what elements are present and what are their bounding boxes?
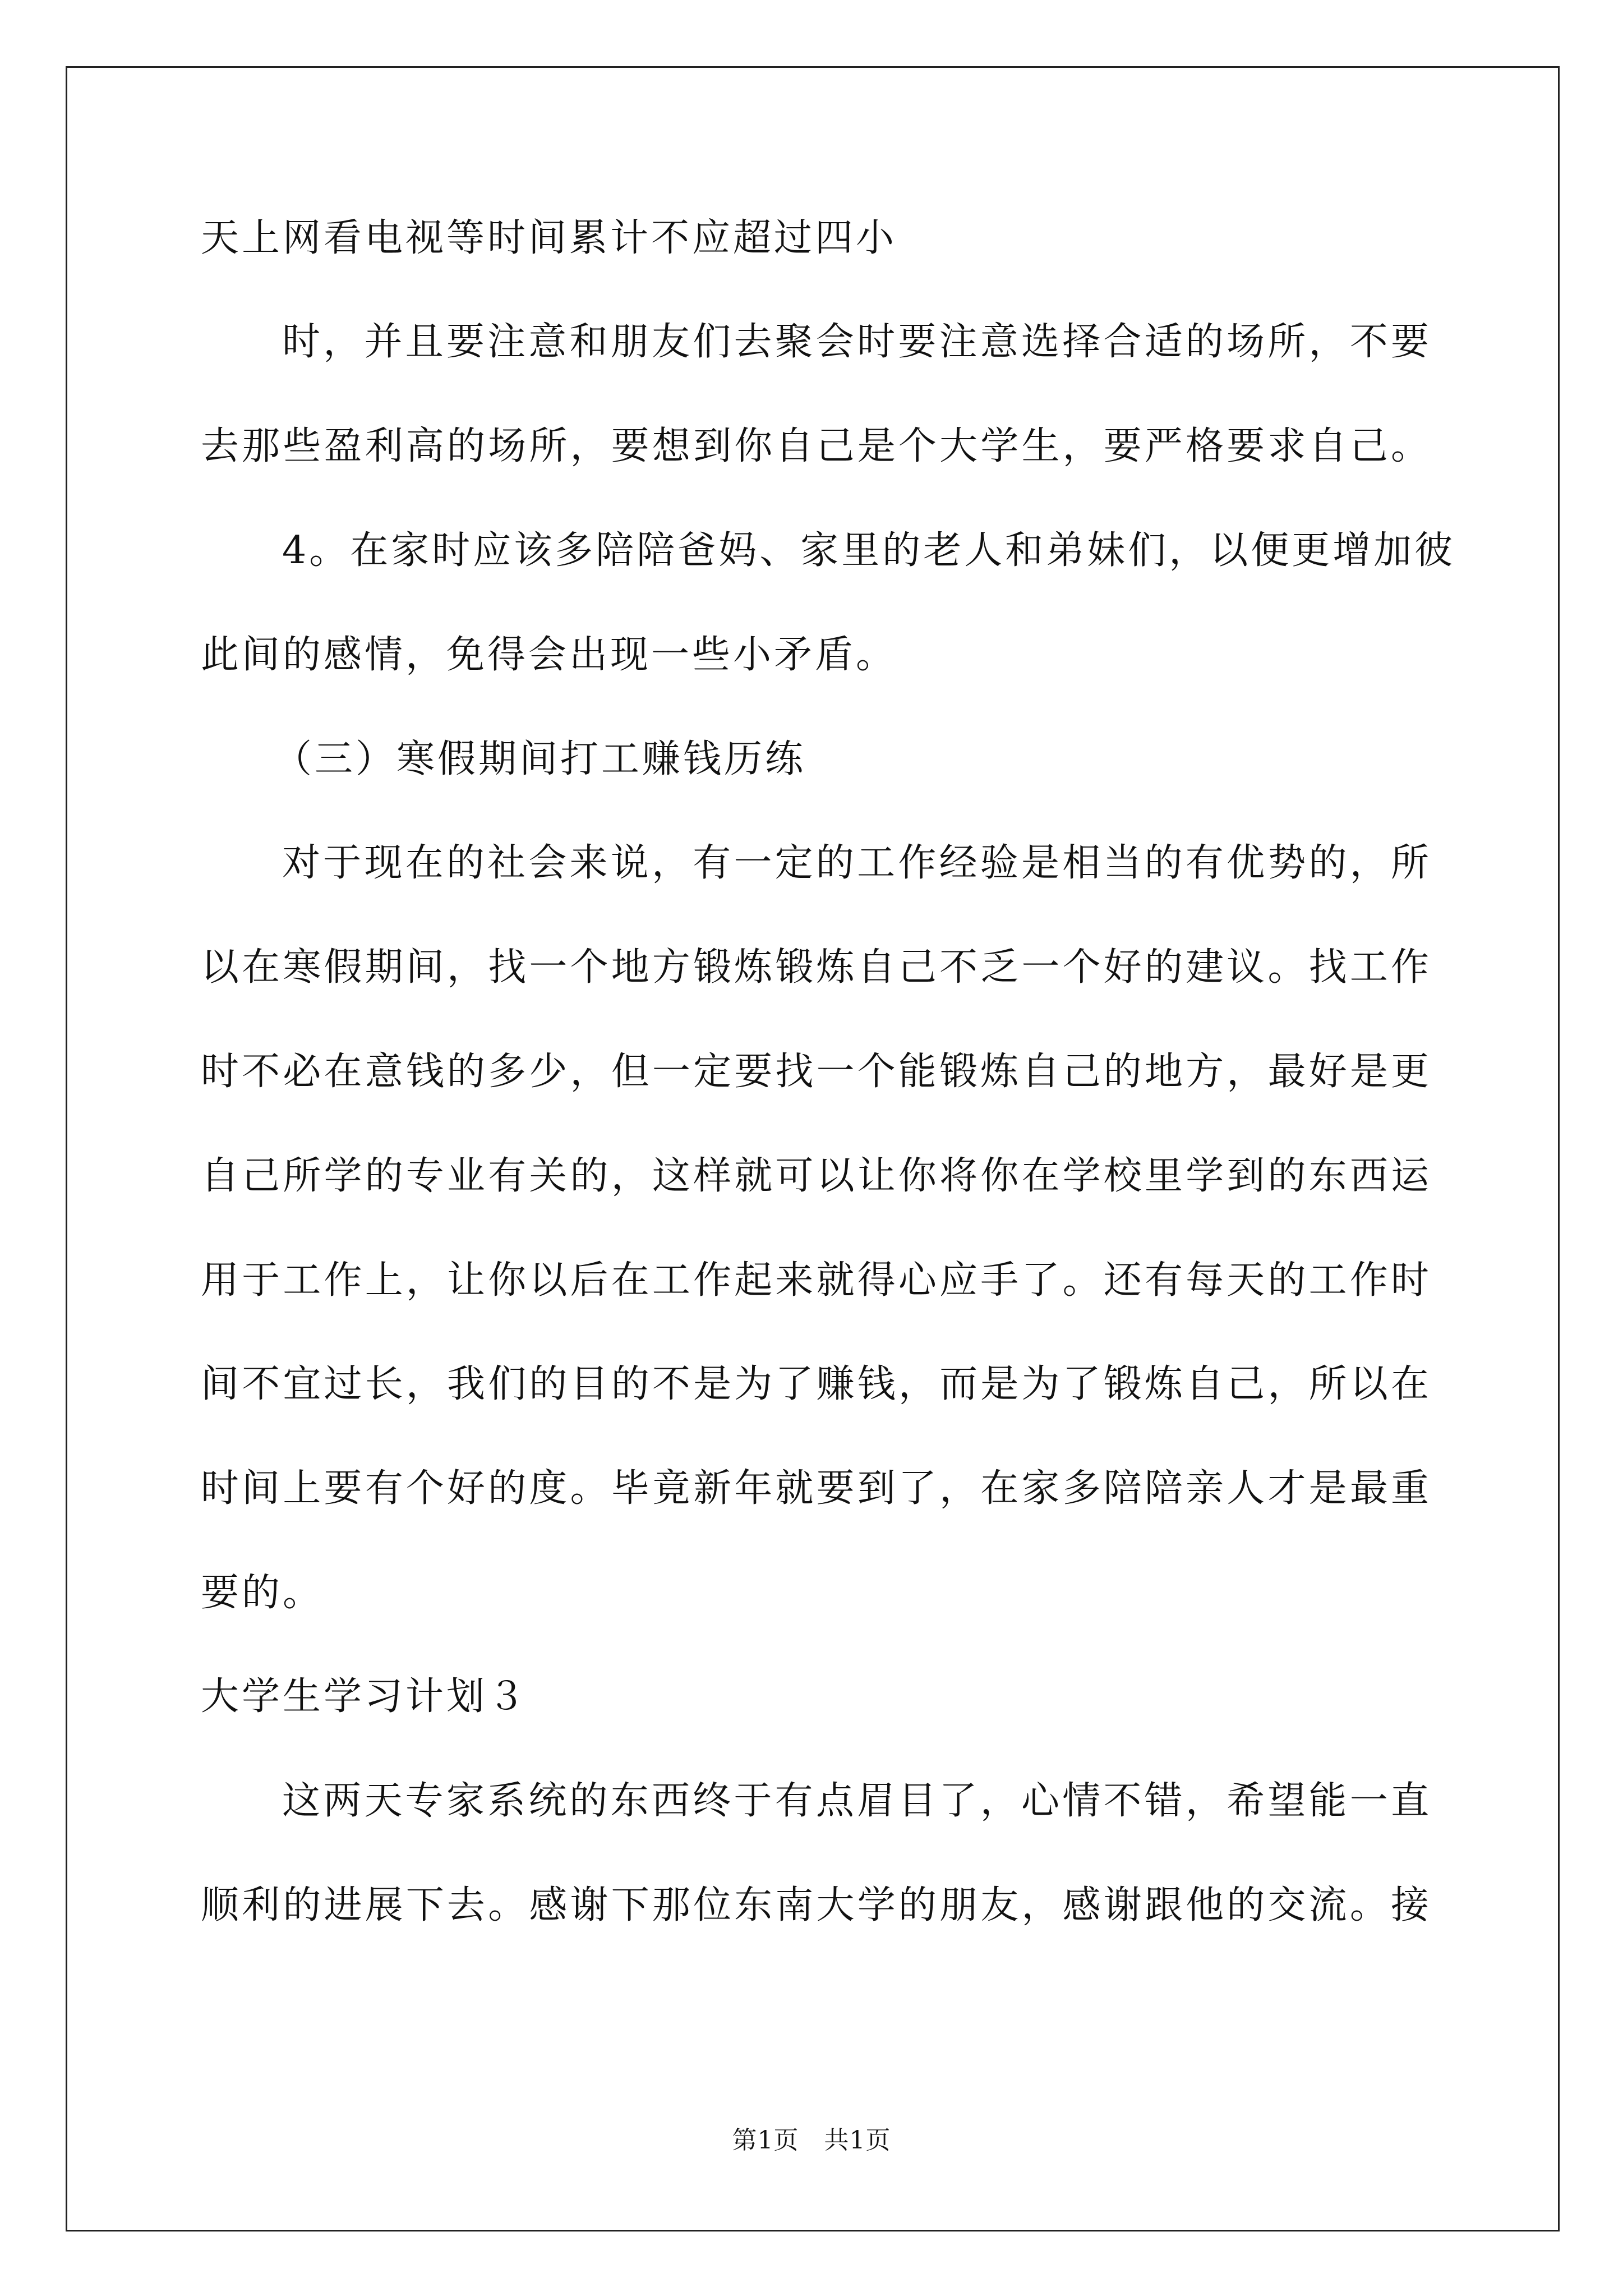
text-line: 时间上要有个好的度。毕竟新年就要到了，在家多陪陪亲人才是最重 (201, 1466, 1432, 1511)
text-line: 这两天专家系统的东西终于有点眉目了，心情不错，希望能一直 (282, 1779, 1432, 1823)
text-line: 顺利的进展下去。感谢下那位东南大学的朋友，感谢跟他的交流。接 (201, 1883, 1432, 1927)
text-line: 时不必在意钱的多少，但一定要找一个能锻炼自己的地方，最好是更 (201, 1050, 1432, 1094)
text-line: 时，并且要注意和朋友们去聚会时要注意选择合适的场所，不要 (282, 320, 1432, 364)
text-line: 用于工作上，让你以后在工作起来就得心应手了。还有每天的工作时 (201, 1258, 1432, 1303)
text-line: 4。在家时应该多陪陪爸妈、家里的老人和弟妹们，以便更增加彼 (282, 528, 1456, 573)
section-title: 大学生学习计划３ (201, 1674, 529, 1719)
section-heading: （三）寒假期间打工赚钱历练 (274, 737, 806, 781)
text-line: 以在寒假期间，找一个地方锻炼锻炼自己不乏一个好的建议。找工作 (201, 945, 1432, 990)
text-line: 去那些盈利高的场所，要想到你自己是个大学生，要严格要求自己。 (201, 424, 1432, 468)
text-line: 自己所学的专业有关的，这样就可以让你将你在学校里学到的东西运 (201, 1154, 1432, 1198)
text-line: 对于现在的社会来说，有一定的工作经验是相当的有优势的，所 (282, 841, 1432, 885)
text-line: 要的。 (201, 1571, 324, 1615)
text-line: 此间的感情，免得会出现一些小矛盾。 (201, 633, 897, 677)
text-line: 天上网看电视等时间累计不应超过四小 (201, 216, 897, 260)
text-line: 间不宜过长，我们的目的不是为了赚钱，而是为了锻炼自己，所以在 (201, 1362, 1432, 1406)
page-number: 第1页 共1页 (732, 2126, 891, 2155)
